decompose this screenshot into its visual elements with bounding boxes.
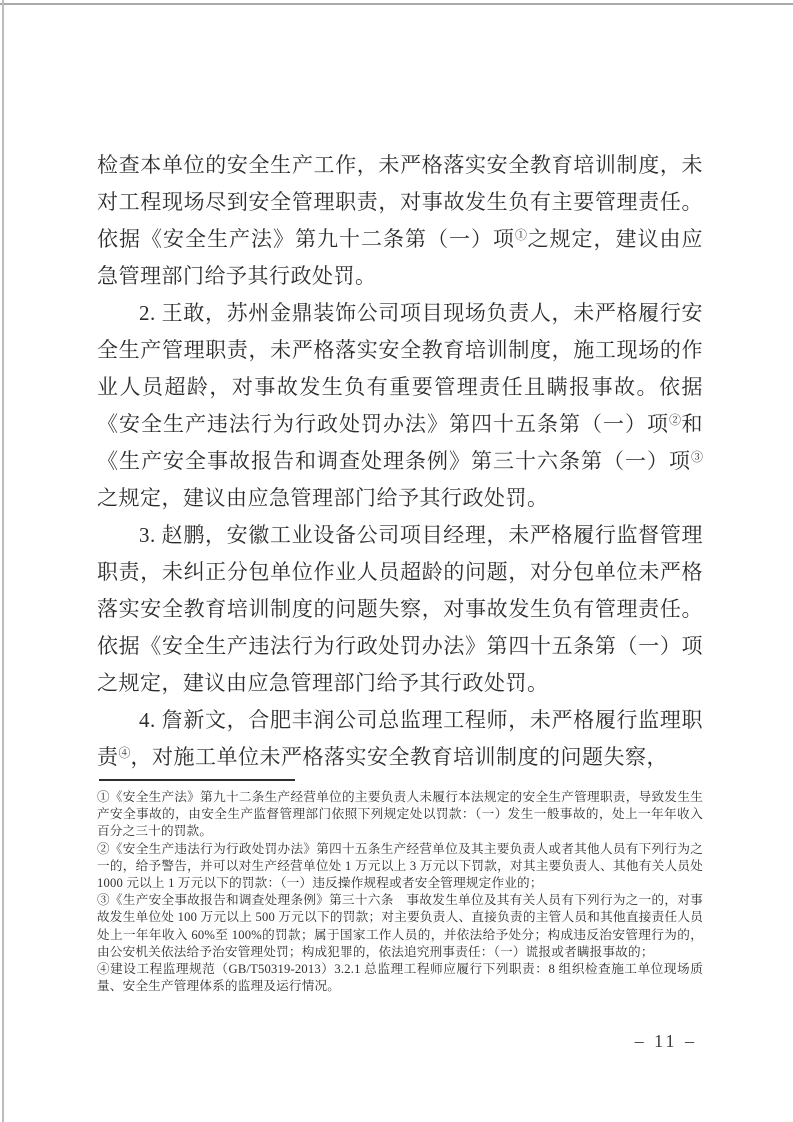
footnote-item — [97, 841, 703, 893]
footnote-list — [97, 789, 703, 995]
text-run: 4. 詹新文，合肥丰润公司总监理工程师，未严格履行监理职责 — [97, 708, 703, 769]
footnote-text: 《安全生产法》第九十二条生产经营单位的主要负责人未履行本法规定的安全生产管理职责，导致发生生产安全事故的，由安全生产监督管理部门依照下列规定处以罚款：（一）发生一般事故的，处上一年年收入百分之三十的罚款。 — [97, 790, 704, 839]
footnote-item — [97, 961, 703, 995]
text-run: 2. 王敢，苏州金鼎装饰公司项目现场负责人，未严格履行安全生产管理职责，未严格落实安全教育培训制度，施工现场的作业人员超龄，对事故发生负有重要管理责任且瞒报事故。依据《安全生产违法行为行政处罚办法》第四十五条第（一）项 — [97, 301, 703, 436]
scan-edge-top — [0, 3, 793, 5]
footnote-marker: ④ — [97, 962, 111, 977]
footnote-marker: ② — [97, 841, 110, 856]
scan-edge-left — [2, 0, 4, 1122]
body-text — [97, 147, 703, 776]
footnote-reference: ④ — [118, 746, 131, 760]
footnote-reference: ② — [668, 413, 682, 427]
text-run: 之规定，建议由应急管理部门给予其行政处罚。 — [97, 486, 549, 510]
paragraph — [97, 702, 703, 776]
page-number: – 11 – — [634, 1031, 697, 1051]
text-run: 3. 赵鹏，安徽工业设备公司项目经理，未严格履行监督管理职责，未纠正分包单位作业人员超龄的问题，对分包单位未严格落实安全教育培训制度的问题失察，对事故发生负有管理责任。依据《安全生产违法行为行政处罚办法》第四十五条第（一）项之规定，建议由应急管理部门给予其行政处罚。 — [97, 523, 703, 695]
footnote-marker: ③ — [97, 893, 110, 908]
paragraph — [97, 517, 703, 702]
footnote-text: 建设工程监理规范（GB/T50319-2013）3.2.1 总监理工程师应履行下列职责：8 组织检查施工单位现场质量、安全生产管理体系的监理及运行情况。 — [97, 962, 703, 994]
paragraph — [97, 147, 703, 295]
footnote-reference: ① — [515, 228, 528, 242]
footnote-text: 《生产安全事故报告和调查处理条例》第三十六条 事故发生单位及其有关人员有下列行为之一的，对事故发生单位处 100 万元以上 500 万元以下的罚款；对主要负责人、直接负责的主管人员和其他直接责任人员处上一年年收入 60%至 100%的罚款；属于国家工作人员的，并依法给予处分；构成违反治安管理行为的，由公安机关依法给予治安管理处罚；构成犯罪的，依法追究刑事责任：（一）谎报或者瞒报事故的； — [97, 893, 704, 959]
text-run: 之规定，建议由应急管理部门给予其行政处罚。 — [97, 227, 703, 288]
text-run: ，对施工单位未严格落实安全教育培训制度的问题失察， — [130, 745, 669, 769]
paragraph — [97, 295, 703, 517]
text-run: 和《生产安全事故报告和调查处理条例》第三十六条第（一）项 — [97, 412, 703, 473]
footnote-marker: ① — [97, 790, 110, 804]
footnotes-section — [97, 779, 703, 995]
footnote-item — [97, 892, 703, 961]
text-run: 检查本单位的安全生产工作，未严格落实安全教育培训制度，未对工程现场尽到安全管理职责，对事故发生负有主要管理责任。依据《安全生产法》第九十二条第（一）项 — [97, 153, 703, 251]
footnote-text: 《安全生产违法行为行政处罚办法》第四十五条生产经营单位及其主要负责人或者其他人员有下列行为之一的，给予警告，并可以对生产经营单位处 1 万元以上 3 万元以下罚款，对其主要负责人、其他有关人员处 1000 元以上 1 万元以下的罚款：（一）违反操作规程或者安全管理规定作业的； — [97, 841, 704, 891]
footnote-separator — [99, 779, 295, 781]
footnote-item — [97, 789, 703, 841]
footnote-reference: ③ — [690, 450, 703, 464]
